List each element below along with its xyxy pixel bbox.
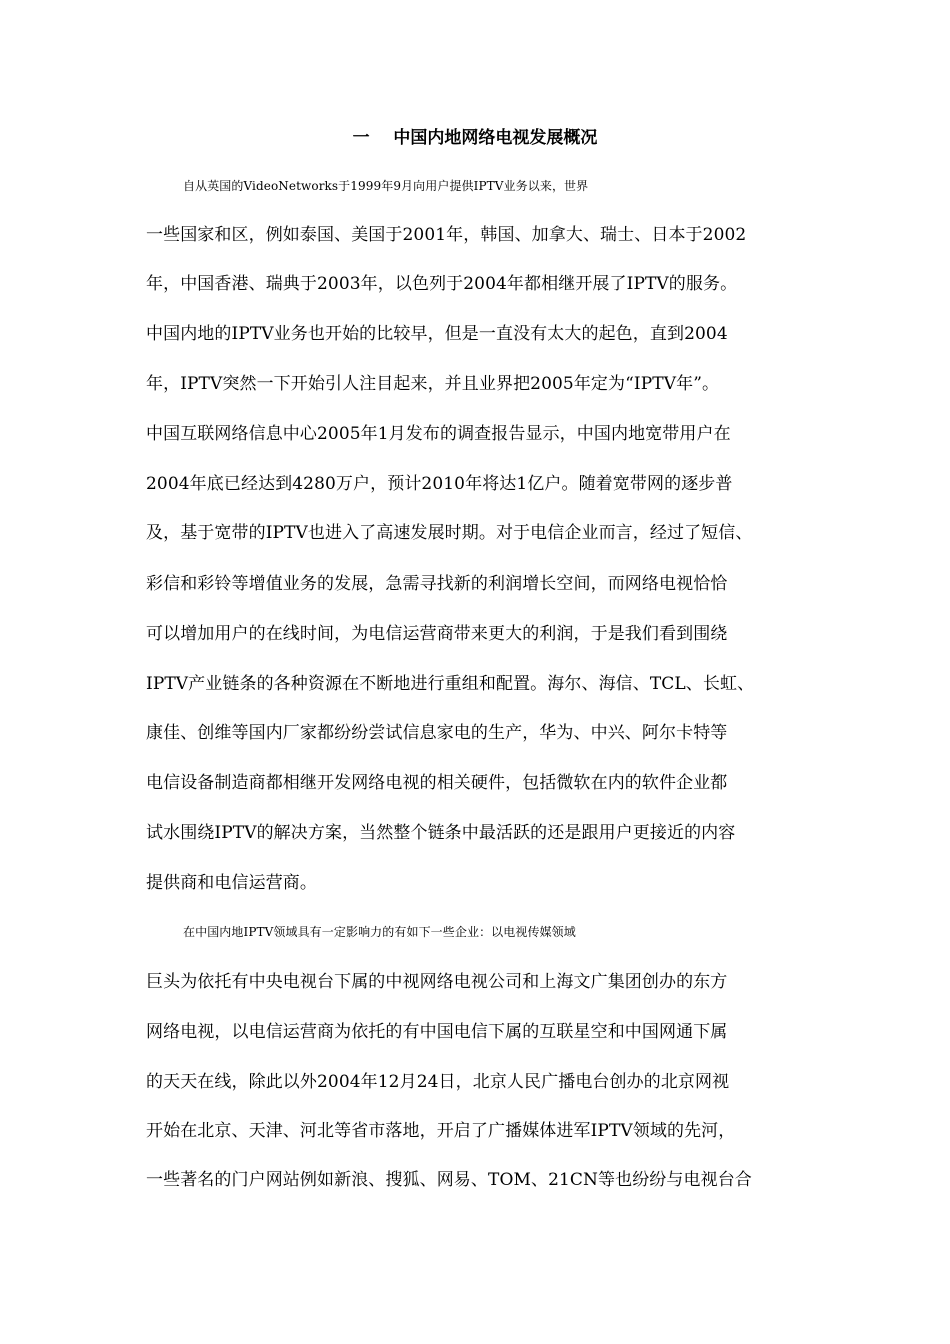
paragraph-line: 彩信和彩铃等增值业务的发展，急需寻找新的利润增长空间，而网络电视恰恰: [146, 574, 728, 594]
paragraph-line: 自从英国的VideoNetworks于1999年9月向用户提供IPTV业务以来，世界: [183, 179, 589, 193]
paragraph-line: 提供商和电信运营商。: [146, 873, 317, 893]
paragraph-line: 电信设备制造商都相继开发网络电视的相关硬件，包括微软在内的软件企业都: [146, 773, 728, 793]
paragraph-line: 年，中国香港、瑞典于2003年，以色列于2004年都相继开展了IPTV的服务。: [146, 274, 738, 294]
paragraph-line: 中国内地的IPTV业务也开始的比较早，但是一直没有太大的起色，直到2004: [146, 324, 728, 344]
paragraph-line: 的天天在线，除此以外2004年12月24日，北京人民广播电台创办的北京网视: [146, 1072, 730, 1092]
paragraph-line: 可以增加用户的在线时间，为电信运营商带来更大的利润，于是我们看到围绕: [146, 624, 728, 644]
paragraph-line: 网络电视，以电信运营商为依托的有中国电信下属的互联星空和中国网通下属: [146, 1022, 728, 1042]
paragraph-line: 康佳、创维等国内厂家都纷纷尝试信息家电的生产，华为、中兴、阿尔卡特等: [146, 723, 728, 743]
paragraph-line: 年，IPTV突然一下开始引人注目起来，并且业界把2005年定为“IPTV年”。: [146, 374, 720, 394]
paragraph-line: 巨头为依托有中央电视台下属的中视网络电视公司和上海文广集团创办的东方: [146, 972, 728, 992]
paragraph-line: 中国互联网络信息中心2005年1月发布的调查报告显示，中国内地宽带用户在: [146, 424, 731, 444]
paragraph-line: 试水围绕IPTV的解决方案，当然整个链条中最活跃的还是跟用户更接近的内容: [146, 823, 736, 843]
paragraph-line: 及，基于宽带的IPTV也进入了高速发展时期。对于电信企业而言，经过了短信、: [146, 523, 753, 543]
paragraph-line: IPTV产业链条的各种资源在不断地进行重组和配置。海尔、海信、TCL、长虹、: [146, 674, 755, 694]
section-heading: 一 中国内地网络电视发展概况: [352, 128, 598, 148]
paragraph-line: 开始在北京、天津、河北等省市落地，开启了广播媒体进军IPTV领域的先河，: [146, 1121, 736, 1141]
paragraph-line: 2004年底已经达到4280万户，预计2010年将达1亿户。随着宽带网的逐步普: [146, 474, 733, 494]
paragraph-line: 一些著名的门户网站例如新浪、搜狐、网易、TOM、21CN等也纷纷与电视台合: [146, 1170, 752, 1190]
paragraph-line: 在中国内地IPTV领域具有一定影响力的有如下一些企业：以电视传媒领域: [183, 925, 576, 939]
paragraph-line: 一些国家和区，例如泰国、美国于2001年，韩国、加拿大、瑞士、日本于2002: [146, 225, 747, 245]
